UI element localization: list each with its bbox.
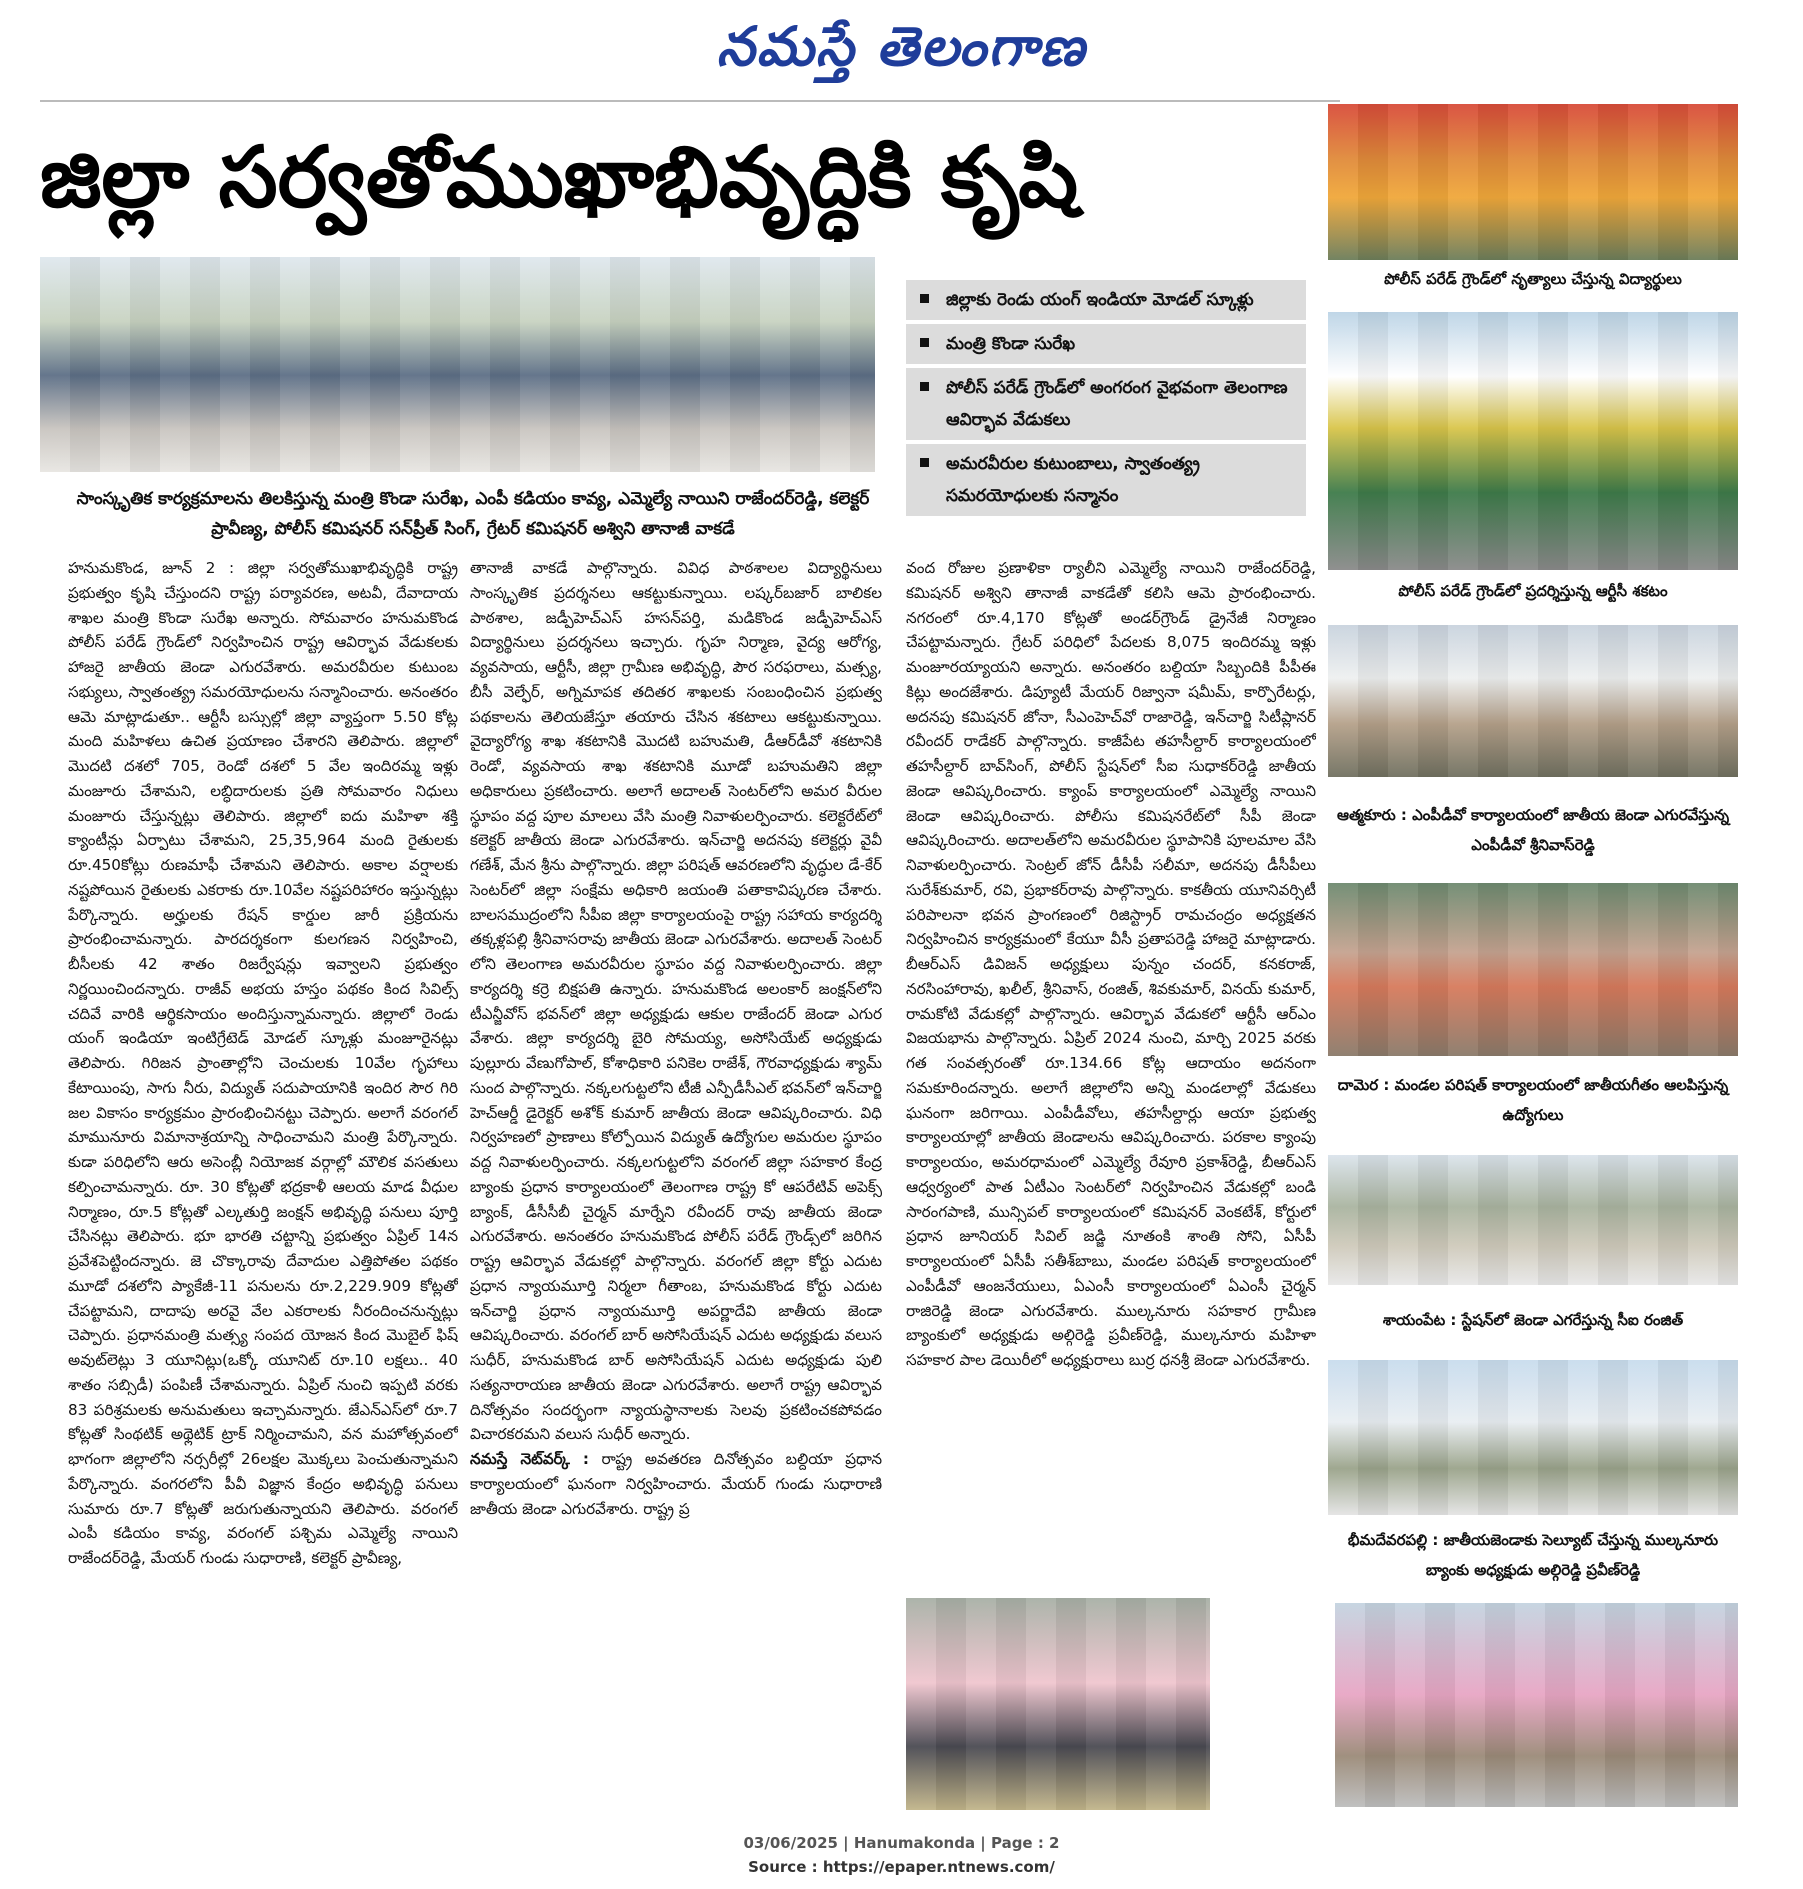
dance-photo-caption: పోలీస్ పరేడ్ గ్రౌండ్‌లో నృత్యాలు చేస్తున్న విద్యార్థులు: [1384, 270, 1682, 288]
dance-photo: [1328, 104, 1738, 260]
sayampet-photo: [1328, 1155, 1738, 1285]
group-photo-left: [906, 1598, 1210, 1810]
bullet-icon: [920, 338, 929, 347]
article-body-text: తానాజీ వాకడే పాల్గొన్నారు. వివిధ పాఠశాలల విద్యార్థినులు సాంస్కృతిక ప్రదర్శనలు ఆకట్టుకున్నాయి. లష్కర్‌బజార్ బాలికల పాఠశాల, జడ్పీహెచ్‌ఎస్ హసన్‌పర్తి, మడికొండ జడ్పీహెచ్‌ఎస్ విద్యార్థినులు ప్రదర్శనలు ఇచ్చారు. గృహ నిర్మాణ, వైద్య ఆరోగ్య, వ్యవసాయ, ఆర్టీసీ, జిల్లా గ్రామీణ అభివృద్ధి, పౌర సరఫరాలు, మత్స్య, బీసీ వెల్ఫేర్, అగ్నిమాపక తదితర శాఖలకు సంబంధించిన ప్రభుత్వ పథకాలను తెలియజేస్తూ తయారు చేసిన శకటాలు ఆకట్టుకున్నాయి. వైద్యారోగ్య శాఖ శకటానికి మొదటి బహుమతి, డీఆర్‌డీవో శకటానికి రెండో, వ్యవసాయ శాఖ శకటానికి మూడో బహుమతిని జిల్లా అధికారులు ప్రకటించారు. అలాగే అదాలత్ సెంటర్‌లోని అమర వీరుల స్థూపం వద్ద పూల మాలలు వేసి మంత్రి నివాళులర్పించారు. కలెక్టరేట్‌లో కలెక్టర్ జాతీయ జెండా ఎగురవేశారు. ఇన్‌చార్జి అదనపు కలెక్టర్లు వైవీ గణేశ్, మేన శ్రీను పాల్గొన్నారు. జిల్లా పరిషత్ ఆవరణలోని వృద్ధుల డే-కేర్ సెంటర్‌లో జిల్లా సంక్షేమ అధికారి జయంతి పతాకావిష్కరణ చేశారు. బాలసముద్రంలోని సీపీఐ జిల్లా కార్యాలయంపై రాష్ట్ర సహాయ కార్యదర్శి తక్కళ్లపల్లి శ్రీనివాసరావు జాతీయ జెండా ఎగురవేశారు. అదాలత్ సెంటర్ లోని తెలంగాణ అమరవీరుల స్థూపం వద్ద నివాళులర్పించారు. జిల్లా కార్యదర్శి కర్రె బిక్షపతి ఉన్నారు. హనుమకొండ అలంకార్ జంక్షన్‌లోని టీఎన్జీవోస్ భవన్‌లో జిల్లా అధ్యక్షుడు ఆకుల రాజేందర్ జెండా ఎగుర వేశారు. జిల్లా కార్యదర్శి బైరి సోమయ్య, అసోసియేట్ అధ్యక్షుడు పుల్లూరు వేణుగోపాల్, కోశాధికారి పనికెల రాజేశ్, గౌరవాధ్యక్షుడు శ్యామ్ సుంద పాల్గొన్నారు. నక్కలగుట్టలోని టీజీ ఎన్పీడీసీఎల్ భవన్‌లో ఇన్‌చార్జి హెచ్ఆర్డీ డైరెక్టర్ అశోక్ కుమార్ జాతీయ జెండా ఆవిష్కరించారు. విధి నిర్వహణలో ప్రాణాలు కోల్పోయిన విద్యుత్ ఉద్యోగుల అమరుల స్థూపం వద్ద నివాళులర్పించారు. నక్కలగుట్టలోని వరంగల్ జిల్లా సహకార కేంద్ర బ్యాంకు ప్రధాన కార్యాలయంలో తెలంగాణ రాష్ట్ర కో ఆపరేటివ్ అపెక్స్ బ్యాంక్, డీసీసీబీ చైర్మన్ మార్నేని రవీందర్ రావు జాతీయ జెండా ఎగురవేశారు. అనంతరం హనుమకొండ పోలీస్ పరేడ్ గ్రౌండ్స్‌లో జరిగిన రాష్ట్ర ఆవిర్భావ వేడుకల్లో పాల్గొన్నారు. వరంగల్ జిల్లా కోర్టు ఎదుట ప్రధాన న్యాయమూర్తి నిర్మలా గీతాంబ, హనుమకొండ కోర్టు ఎదుట ఇన్‌చార్జి ప్రధాన న్యాయమూర్తి అపర్ణాదేవి జాతీయ జెండా ఆవిష్కరించారు. వరంగల్ బార్ అసోసియేషన్ ఎదుట అధ్యక్షుడు వలుస సుధీర్, హనుమకొండ బార్ అసోసియేషన్ ఎదుట అధ్యక్షుడు పులి సత్యనారాయణ జాతీయ జెండా ఎగురవేశారు. అలాగే రాష్ట్ర ఆవిర్భావ దినోత్సవం సందర్భంగా న్యాయస్థానాలకు సెలవు ప్రకటించకపోవడం విచారకరమని వలుస సుధీర్ అన్నారు.: [470, 559, 882, 1444]
highlight-item: జిల్లాకు రెండు యంగ్ ఇండియా మోడల్ స్కూళ్లు: [906, 280, 1306, 320]
bheemadevarapalli-photo: [1328, 1360, 1738, 1515]
article-column-3: [906, 556, 1316, 1586]
highlight-item: అమరవీరుల కుటుంబాలు, స్వాతంత్య్ర సమరయోధులకు సన్మానం: [906, 444, 1306, 516]
newspaper-logo: నమస్తే తెలంగాణ: [716, 14, 1087, 78]
bheemadevarapalli-photo-caption: భీమదేవరపల్లి : జాతీయజెండాకు సెల్యూట్ చేస్తున్న ముల్కనూరు బ్యాంకు అధ్యక్షుడు అల్గిరెడ్డి ప్రవీణ్‌రెడ్డి: [1347, 1531, 1719, 1579]
bullet-icon: [920, 294, 929, 303]
footer-source: Source : https://epaper.ntnews.com/: [748, 1858, 1055, 1876]
article-headline: జిల్లా సర్వతోముఖాభివృద్ధికి కృషి: [40, 128, 1079, 226]
network-text: రాష్ట్ర అవతరణ దినోత్సవం బల్దియా ప్రధాన కార్యాలయంలో ఘనంగా నిర్వహించారు. మేయర్ గుండు సుధారాణి జాతీయ జెండా ఎగురవేశారు. రాష్ట్ర ప్ర: [470, 1450, 882, 1518]
highlights-box: [906, 280, 1306, 520]
article-body-text: వంద రోజుల ప్రణాళికా ర్యాలీని ఎమ్మెల్యే నాయిని రాజేందర్‌రెడ్డి, కమిషనర్ అశ్విని తానాజీ వాకడేతో కలిసి ఆమె ప్రారంభించారు. నగరంలో రూ.4,170 కోట్లతో అండర్‌గ్రౌండ్ డ్రైనేజీ నిర్మాణం చేపట్టామన్నారు. గ్రేటర్ పరిధిలో పేదలకు 8,075 ఇందిరమ్మ ఇళ్లు మంజూరయ్యాయని అన్నారు. అనంతరం బల్దియా సిబ్బందికి పీపీఈ కిట్లు అందజేశారు. డిప్యూటీ మేయర్ రిజ్వానా షమీమ్, కార్పొరేటర్లు, అదనపు కమిషనర్ జోనా, సీఎంహెచ్‌వో రాజారెడ్డి, ఇన్‌చార్జి సిటీప్లానర్ రవీందర్ రాడేకర్ పాల్గొన్నారు. కాజీపేట తహసీల్దార్ కార్యాలయంలో తహసీల్దార్ బావ్‌సింగ్, పోలీస్ స్టేషన్‌లో సీఐ సుధాకర్‌రెడ్డి జాతీయ జెండా ఆవిష్కరించారు. క్యాంప్ కార్యాలయంలో ఎమ్మెల్యే నాయిని జెండా ఆవిష్కరించారు. పోలీసు కమిషనరేట్‌లో సీపీ జెండా ఆవిష్కరించారు. అదాలత్‌లోని అమరవీరుల స్థూపానికి పూలమాల వేసి నివాళులర్పించారు. సెంట్రల్ జోన్ డీసీపీ సలీమా, అదనపు డీసీపీలు సురేశ్‌కుమార్, రవి, ప్రభాకర్‌రావు పాల్గొన్నారు. కాకతీయ యూనివర్సిటీ పరిపాలనా భవన ప్రాంగణంలో రిజిస్ట్రార్ రామచంద్రం అధ్యక్షతన నిర్వహించిన కార్యక్రమంలో కేయూ వీసీ ప్రతాపరెడ్డి హాజరై మాట్లాడారు. బీఆర్‌ఎస్ డివిజన్ అధ్యక్షులు పున్నం చందర్, కనకరాజ్, నరసింహారావు, ఖలీల్, శ్రీనివాస్, రంజిత్, శివకుమార్, వినయ్ కుమార్, రామకోటి వేడుకల్లో పాల్గొన్నారు. ఆవిర్భావ వేడుకలో ఆర్టీసీ ఆర్ఎం విజయభాను పాల్గొన్నారు. ఏప్రిల్ 2024 నుంచి, మార్చి 2025 వరకు గత సంవత్సరంతో రూ.134.66 కోట్ల ఆదాయం అదనంగా సమకూరిందన్నారు. అలాగే జిల్లాలోని అన్ని మండలాల్లో వేడుకలు ఘనంగా జరిగాయి. ఎంపీడీవోలు, తహసీల్దార్లు ఆయా ప్రభుత్వ కార్యాలయాల్లో జాతీయ జెండాలను ఆవిష్కరించారు. పరకాల క్యాంపు కార్యాలయం, అమరధామంలో ఎమ్మెల్యే రేవూరి ప్రకాశ్‌రెడ్డి, బీఆర్‌ఎస్ ఆధ్వర్యంలో పాత ఏటీఎం సెంటర్‌లో నిర్వహించిన వేడుకల్లో బండి సారంగపాణి, మున్సిపల్ కార్యాలయంలో కమిషనర్ వెంకటేశ్, కోర్టులో ప్రధాన జూనియర్ సివిల్ జడ్జి నూతంకి శాంతి సోని, ఏసీపీ కార్యాలయంలో ఏసీపీ సతీశ్‌బాబు, మండల పరిషత్ కార్యాలయంలో ఎంపీడీవో ఆంజనేయులు, ఏఎంసీ కార్యాలయంలో ఏఎంసీ చైర్మన్ రాజిరెడ్డి జెండా ఎగురవేశారు. ముల్కనూరు సహకార గ్రామీణ బ్యాంకులో అధ్యక్షుడు అల్గిరెడ్డి ప్రవీణ్‌రెడ్డి, ముల్కనూరు మహిళా సహకార పాల డెయిరీలో అధ్యక్షురాలు బుర్ర ధనశ్రీ జెండా ఎగురవేశారు.: [906, 559, 1316, 1369]
footer-info: 03/06/2025 | Hanumakonda | Page : 2: [743, 1834, 1060, 1852]
bus-photo: [1328, 312, 1738, 570]
highlight-item: మంత్రి కొండా సురేఖ: [906, 324, 1306, 364]
atmakur-photo-caption: ఆత్మకూరు : ఎంపీడీవో కార్యాలయంలో జాతీయ జెండా ఎగురవేస్తున్న ఎంపీడీవో శ్రీనివాస్‌రెడ్డి: [1336, 806, 1730, 854]
highlight-item: పోలీస్ పరేడ్ గ్రౌండ్‌లో అంగరంగ వైభవంగా తెలంగాణ ఆవిర్భావ వేడుకలు: [906, 368, 1306, 440]
article-column-2: [470, 556, 882, 1806]
bullet-icon: [920, 382, 929, 391]
main-photo-caption: సాంస్కృతిక కార్యక్రమాలను తిలకిస్తున్న మంత్రి కొండా సురేఖ, ఎంపీ కడియం కావ్య, ఎమ్మెల్యే నాయిని రాజేందర్‌రెడ్డి, కలెక్టర్ ప్రావీణ్య, పోలీస్ కమిషనర్ సన్‌ప్రీత్ సింగ్, గ్రేటర్ కమిషనర్ అశ్విని తానాజీ వాకడే: [76, 489, 870, 539]
article-body-text: హనుమకొండ, జూన్ 2 : జిల్లా సర్వతోముఖాభివృద్ధికి రాష్ట్ర ప్రభుత్వం కృషి చేస్తుందని రాష్ట్ర పర్యావరణ, అటవీ, దేవాదాయ శాఖల మంత్రి కొండా సురేఖ అన్నారు. సోమవారం హనుమకొండ పోలీస్ పరేడ్ గ్రౌండ్‌లో నిర్వహించిన రాష్ట్ర ఆవిర్భావ వేడుకలకు హాజరై జాతీయ జెండా ఎగురవేశారు. అమరవీరుల కుటుంబ సభ్యులు, స్వాతంత్య్ర సమరయోధులను సన్మానించారు. అనంతరం ఆమె మాట్లాడుతూ.. ఆర్టీసీ బస్సుల్లో జిల్లా వ్యాప్తంగా 5.50 కోట్ల మంది మహిళలు ఉచిత ప్రయాణం చేశారని తెలిపారు. జిల్లాలో మొదటి దశలో 705, రెండో దశలో 5 వేల ఇందిరమ్మ ఇళ్లు మంజూరు చేశామని, లబ్ధిదారులకు ప్రతి సోమవారం నిధులు మంజూరు చేస్తున్నట్లు తెలిపారు. జిల్లాలో ఐదు మహిళా శక్తి క్యాంటీన్లు ఏర్పాటు చేశామని, 25,35,964 మంది రైతులకు రూ.450కోట్లు రుణమాఫీ చేశామని తెలిపారు. అకాల వర్షాలకు నష్టపోయిన రైతులకు ఎకరాకు రూ.10వేల నష్టపరిహారం ఇస్తున్నట్లు పేర్కొన్నారు. అర్హులకు రేషన్ కార్డుల జారీ ప్రక్రియను ప్రారంభించామన్నారు. పారదర్శకంగా కులగణన నిర్వహించి, బీసీలకు 42 శాతం రిజర్వేషన్లు ఇవ్వాలని ప్రభుత్వం నిర్ణయించిందన్నారు. రాజీవ్ అభయ హస్తం పథకం కింద సివిల్స్ చదివే వారికి ఆర్థికసాయం అందిస్తున్నామన్నారు. జిల్లాలో రెండు యంగ్ ఇండియా ఇంటిగ్రేటెడ్ మోడల్ స్కూళ్లు మంజూరైనట్లు తెలిపారు. గిరిజన ప్రాంతాల్లోని చెంచులకు 10వేల గృహాలు కేటాయింపు, సాగు నీరు, విద్యుత్ సదుపాయానికి ఇందిర సౌర గిరి జల వికాసం కార్యక్రమం ప్రారంభించినట్టు చెప్పారు. అలాగే వరంగల్ మామునూరు విమానాశ్రయాన్ని సాధించామని మంత్రి పేర్కొన్నారు. కుడా పరిధిలోని ఆరు అసెంబ్లీ నియోజక వర్గాల్లో మౌలిక వసతులు కల్పించామన్నారు. రూ. 30 కోట్లతో భద్రకాళీ ఆలయ మాడ వీధుల నిర్మాణం, రూ.5 కోట్లతో ఎల్కతుర్తి జంక్షన్ అభివృద్ధి పనులు పూర్తి చేసినట్లు తెలిపారు. భూ భారతి చట్టాన్ని ప్రభుత్వం ఏప్రిల్ 14న ప్రవేశపెట్టిందన్నారు. జె చొక్కారావు దేవాదుల ఎత్తిపోతల పథకం మూడో దశలోని ప్యాకేజీ-11 పనులను రూ.2,229.909 కోట్లతో చేపట్టామని, దాదాపు అరవై వేల ఎకరాలకు నీరందించనున్నట్లు చెప్పారు. ప్రధానమంత్రి మత్స్య సంపద యోజన కింద మొబైల్ ఫిష్ అవుట్‌లెట్లు 3 యూనిట్లు(ఒక్కో యూనిట్ రూ.10 లక్షలు.. 40 శాతం సబ్సిడీ) పంపిణీ చేశామన్నారు. ఏప్రిల్ నుంచి ఇప్పటి వరకు 83 పరిశ్రమలకు అనుమతులు ఇచ్చామన్నారు. జేఎన్ఎస్‌లో రూ.7 కోట్లతో సింథటిక్ అథ్లెటిక్ ట్రాక్ నిర్మించామని, వన మహోత్సవంలో భాగంగా జిల్లాలోని నర్సరీల్లో 26లక్షల మొక్కలు పెంచుతున్నామని పేర్కొన్నారు. వంగరలోని పీవీ విజ్ఞాన కేంద్రం అభివృద్ధి పనులు సుమారు రూ.7 కోట్లతో జరుగుతున్నాయని తెలిపారు. వరంగల్ ఎంపీ కడియం కావ్య, వరంగల్ పశ్చిమ ఎమ్మెల్యే నాయిని రాజేందర్‌రెడ్డి, మేయర్ గుండు సుధారాణి, కలెక్టర్ ప్రావీణ్య,: [68, 559, 458, 1567]
group-photo-right: [1335, 1603, 1738, 1807]
damera-photo-caption: దామెర : మండల పరిషత్ కార్యాలయంలో జాతీయగీతం ఆలపిస్తున్న ఉద్యోగులు: [1337, 1076, 1729, 1124]
network-paragraph: [470, 1447, 882, 1521]
bullet-icon: [920, 458, 929, 467]
network-lead: నమస్తే నెట్‌వర్క్ :: [470, 1450, 589, 1468]
article-column-1: [68, 556, 458, 1806]
damera-photo: [1328, 883, 1738, 1056]
sayampet-photo-caption: శాయంపేట : స్టేషన్‌లో జెండా ఎగరేస్తున్న సీఐ రంజిత్: [1382, 1311, 1684, 1329]
main-photo: [40, 257, 875, 472]
atmakur-photo: [1328, 625, 1738, 777]
masthead: [0, 0, 1803, 92]
bus-photo-caption: పోలీస్ పరేడ్ గ్రౌండ్‌లో ప్రదర్శిస్తున్న ఆర్టీసీ శకటం: [1398, 582, 1668, 600]
page-footer: [0, 1831, 1803, 1879]
divider: [40, 100, 1340, 102]
